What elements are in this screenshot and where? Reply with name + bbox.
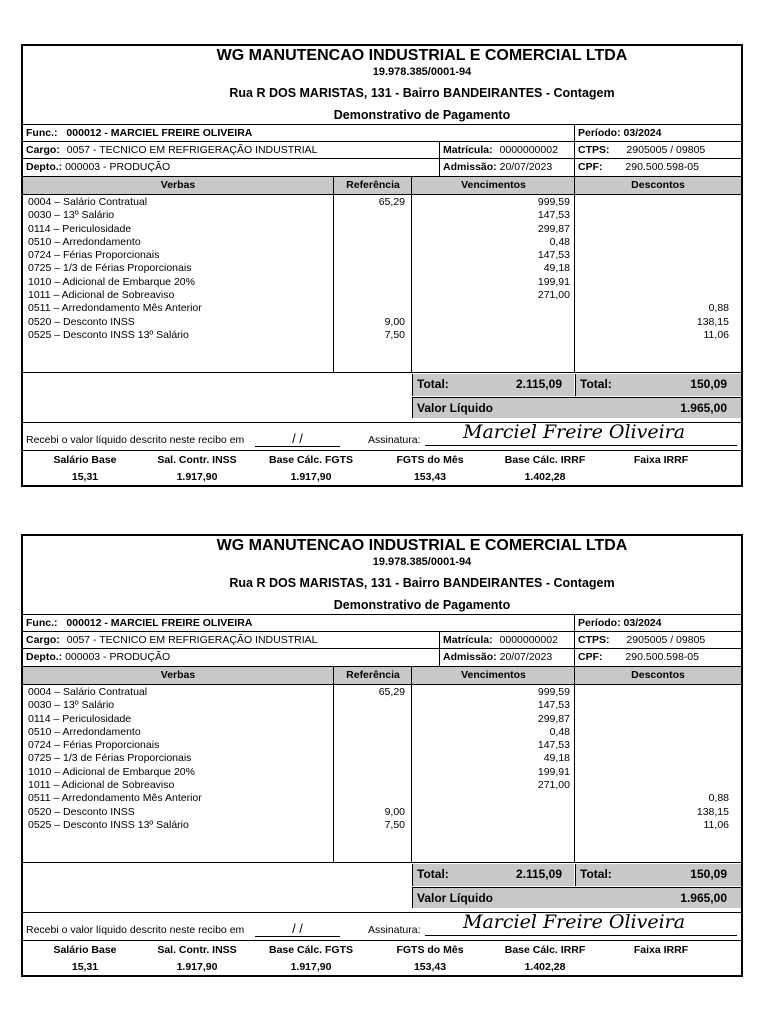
col-verbas: Verbas: [160, 669, 196, 681]
item-venc: 49,18: [543, 262, 570, 275]
employee-row: [23, 614, 741, 632]
items-table: [23, 684, 741, 862]
item-ref: [334, 752, 405, 765]
item-desc: 11,06: [703, 818, 729, 831]
footer-label: Sal. Contr. INSS: [157, 454, 237, 466]
footer-label: Base Cálc. FGTS: [268, 944, 354, 956]
item-venc: [412, 819, 570, 832]
item-desc: [575, 739, 729, 752]
matricula-value: 0000000002: [499, 634, 558, 646]
item-verba: 0004 – Salário Contratual: [28, 686, 148, 698]
item-verba: 0724 – Férias Proporcionais: [28, 739, 160, 752]
cargo-row: [23, 631, 741, 649]
item-ref: 9,00: [384, 805, 405, 818]
company-name: WG MANUTENCAO INDUSTRIAL E COMERCIAL LTDA: [216, 537, 628, 554]
footer-value: 1.402,28: [524, 471, 566, 483]
payslip-2: [21, 534, 743, 977]
item-desc: [575, 236, 729, 249]
item-venc: 147,53: [537, 699, 570, 712]
footer-summary: [23, 450, 741, 488]
item-venc: [412, 316, 570, 329]
footer-label: Salário Base: [53, 454, 117, 466]
item-venc: 299,87: [537, 222, 570, 235]
totals-area: [23, 862, 741, 907]
item-ref: [334, 699, 405, 712]
cargo-label: Cargo:: [26, 144, 60, 156]
item-verba: 0725 – 1/3 de Férias Proporcionais: [28, 752, 192, 765]
item-verba: 0525 – Desconto INSS 13º Salário: [28, 328, 189, 341]
item-ref: [334, 779, 405, 792]
item-venc: 271,00: [537, 289, 570, 302]
func-label: Func.:: [26, 617, 58, 629]
table-header: [23, 176, 741, 195]
signature-line: [425, 445, 737, 446]
item-desc: [575, 276, 729, 289]
item-venc: 0,48: [549, 235, 570, 248]
col-referencia: Referência: [333, 667, 412, 684]
footer-value: 1.917,90: [290, 961, 332, 973]
cpf-value: 290.500.598-05: [625, 161, 699, 173]
company-cnpj: 19.978.385/0001-94: [372, 66, 472, 78]
admissao-label: Admissão:: [443, 651, 497, 663]
item-verba: 0114 – Periculosidade: [28, 222, 132, 235]
item-verba: 1011 – Adicional de Sobreaviso: [28, 289, 175, 302]
item-ref: [334, 713, 405, 726]
cpf-cell: [574, 159, 741, 176]
footer-label: Base Cálc. IRRF: [504, 454, 586, 466]
descontos-column: [574, 194, 741, 372]
item-desc: [575, 196, 729, 209]
func-label: Func.:: [26, 127, 58, 139]
col-referencia: Referência: [333, 177, 412, 194]
receipt-date: / /: [255, 431, 340, 447]
signature: Marciel Freire Oliveira: [463, 911, 686, 933]
item-verba: 1010 – Adicional de Embarque 20%: [28, 275, 195, 288]
item-venc: [412, 302, 570, 315]
signature-label: Assinatura:: [368, 434, 421, 446]
verbas-column: [28, 684, 328, 862]
item-venc: 999,59: [537, 686, 570, 698]
matricula-label: Matrícula:: [443, 634, 493, 646]
admissao-value: 20/07/2023: [499, 651, 553, 663]
item-desc: 11,06: [703, 328, 729, 341]
cpf-label: CPF:: [578, 651, 603, 663]
valor-liquido: [412, 887, 741, 908]
item-ref: [334, 726, 405, 739]
cargo-value: 0057 - TECNICO EM REFRIGERAÇÃO INDUSTRIAL: [66, 144, 318, 156]
employee-row: [23, 124, 741, 142]
item-venc: 199,91: [537, 765, 570, 778]
footer-label: FGTS do Mês: [396, 944, 464, 956]
liquido-value: 1.965,00: [680, 891, 727, 905]
item-venc: [412, 806, 570, 819]
periodo-value: 03/2024: [623, 127, 662, 139]
item-venc: 0,48: [549, 725, 570, 738]
item-desc: [575, 713, 729, 726]
cargo-row: [23, 141, 741, 159]
admissao-cell: [439, 159, 577, 176]
item-desc: [575, 726, 729, 739]
total-label: Total:: [417, 867, 449, 881]
item-desc: [575, 779, 729, 792]
signature-label: Assinatura:: [368, 924, 421, 936]
item-desc: 0,88: [708, 302, 729, 315]
referencia-column: [333, 194, 411, 372]
item-ref: [334, 236, 405, 249]
footer-value: 15,31: [71, 471, 99, 483]
depto-value: 000003 - PRODUÇÃO: [65, 651, 171, 663]
item-ref: [334, 302, 405, 315]
item-ref: [334, 766, 405, 779]
footer-label: Sal. Contr. INSS: [157, 944, 237, 956]
item-venc: [412, 792, 570, 805]
item-venc: 147,53: [537, 739, 570, 752]
depto-cell: [23, 159, 441, 176]
item-ref: [334, 262, 405, 275]
matricula-cell: [439, 632, 577, 649]
footer-label: Faixa IRRF: [633, 944, 689, 956]
total-desc-value: 150,09: [690, 867, 727, 881]
verbas-column: [28, 194, 328, 372]
matricula-value: 0000000002: [499, 144, 558, 156]
item-venc: 49,18: [543, 752, 570, 765]
item-verba: 0520 – Desconto INSS: [28, 315, 135, 328]
document-title: Demonstrativo de Pagamento: [333, 108, 511, 122]
item-verba: 1011 – Adicional de Sobreaviso: [28, 779, 175, 792]
total-label: Total:: [417, 377, 449, 391]
ctps-label: CTPS:: [578, 634, 610, 646]
admissao-cell: [439, 649, 577, 666]
item-verba: 0520 – Desconto INSS: [28, 805, 135, 818]
cargo-cell: [23, 632, 441, 649]
func-value: 000012 - MARCIEL FREIRE OLIVEIRA: [66, 617, 253, 629]
item-verba: 0004 – Salário Contratual: [28, 196, 148, 208]
descontos-column: [574, 684, 741, 862]
col-vencimentos: Vencimentos: [411, 177, 575, 194]
cargo-cell: [23, 142, 441, 159]
ctps-cell: [574, 142, 741, 159]
matricula-cell: [439, 142, 577, 159]
ctps-cell: [574, 632, 741, 649]
item-venc: 199,91: [537, 275, 570, 288]
depto-value: 000003 - PRODUÇÃO: [65, 161, 171, 173]
footer-value: 15,31: [71, 961, 99, 973]
item-desc: [575, 209, 729, 222]
item-verba: 0030 – 13º Salário: [28, 699, 115, 712]
item-ref: [334, 276, 405, 289]
item-ref: [334, 289, 405, 302]
item-ref: [334, 209, 405, 222]
footer-label: Faixa IRRF: [633, 454, 689, 466]
item-ref: 7,50: [384, 818, 405, 831]
item-verba: 0114 – Periculosidade: [28, 712, 132, 725]
receipt-line: [23, 912, 741, 939]
item-desc: 138,15: [696, 315, 729, 328]
signature: Marciel Freire Oliveira: [463, 421, 686, 443]
item-venc: 271,00: [537, 779, 570, 792]
col-descontos: Descontos: [574, 667, 741, 684]
item-verba: 0511 – Arredondamento Mês Anterior: [28, 302, 202, 315]
item-desc: [575, 766, 729, 779]
periodo-cell: [574, 615, 741, 632]
func-cell: [23, 615, 576, 632]
total-venc-value: 2.115,09: [515, 377, 562, 391]
table-header: [23, 666, 741, 685]
item-verba: 1010 – Adicional de Embarque 20%: [28, 765, 195, 778]
item-desc: [575, 249, 729, 262]
item-verba: 0511 – Arredondamento Mês Anterior: [28, 792, 202, 805]
company-cnpj: 19.978.385/0001-94: [372, 556, 472, 568]
depto-row: [23, 648, 741, 666]
footer-value: 153,43: [413, 471, 447, 483]
item-desc: [575, 223, 729, 236]
cargo-label: Cargo:: [26, 634, 60, 646]
periodo-label: Período:: [578, 617, 621, 629]
item-desc: 0,88: [708, 792, 729, 805]
cpf-cell: [574, 649, 741, 666]
item-verba: 0030 – 13º Salário: [28, 209, 115, 222]
cpf-label: CPF:: [578, 161, 603, 173]
footer-label: FGTS do Mês: [396, 454, 464, 466]
item-ref: [334, 792, 405, 805]
total-desc-value: 150,09: [690, 377, 727, 391]
func-cell: [23, 125, 576, 142]
footer-label: Base Cálc. IRRF: [504, 944, 586, 956]
vencimentos-column: [411, 194, 574, 372]
col-verbas: Verbas: [160, 179, 196, 191]
item-ref: 7,50: [384, 328, 405, 341]
item-ref: 9,00: [384, 315, 405, 328]
footer-value: 1.917,90: [176, 961, 218, 973]
payslip-1: [21, 44, 743, 487]
footer-label: Base Cálc. FGTS: [268, 454, 354, 466]
ctps-label: CTPS:: [578, 144, 610, 156]
item-ref: 65,29: [378, 686, 405, 698]
footer-label: Salário Base: [53, 944, 117, 956]
company-address: Rua R DOS MARISTAS, 131 - Bairro BANDEIRANTES - Contagem: [229, 86, 615, 100]
footer-value: 1.402,28: [524, 961, 566, 973]
receipt-text: Recebi o valor líquido descrito neste recibo em: [26, 924, 245, 936]
item-venc: 999,59: [537, 196, 570, 208]
depto-row: [23, 158, 741, 176]
ctps-value: 2905005 / 09805: [626, 634, 706, 646]
item-ref: 65,29: [378, 196, 405, 208]
item-desc: 138,15: [696, 805, 729, 818]
liquido-label: Valor Líquido: [417, 401, 494, 415]
periodo-cell: [574, 125, 741, 142]
items-table: [23, 194, 741, 372]
item-verba: 0510 – Arredondamento: [28, 235, 141, 248]
periodo-label: Período:: [578, 127, 621, 139]
total-vencimentos: [412, 864, 574, 886]
receipt-date: / /: [255, 921, 340, 937]
footer-value: 1.917,90: [176, 471, 218, 483]
depto-cell: [23, 649, 441, 666]
signature-line: [425, 935, 737, 936]
col-vencimentos: Vencimentos: [411, 667, 575, 684]
item-verba: 0510 – Arredondamento: [28, 725, 141, 738]
item-desc: [575, 752, 729, 765]
col-descontos: Descontos: [574, 177, 741, 194]
periodo-value: 03/2024: [623, 617, 662, 629]
item-ref: [334, 249, 405, 262]
item-verba: 0724 – Férias Proporcionais: [28, 249, 160, 262]
liquido-value: 1.965,00: [680, 401, 727, 415]
liquido-label: Valor Líquido: [417, 891, 494, 905]
cpf-value: 290.500.598-05: [625, 651, 699, 663]
item-desc: [575, 699, 729, 712]
total-venc-value: 2.115,09: [515, 867, 562, 881]
footer-value: 1.917,90: [290, 471, 332, 483]
total-desc-label: Total:: [580, 867, 612, 881]
total-descontos: [575, 864, 741, 886]
item-desc: [575, 289, 729, 302]
receipt-text: Recebi o valor líquido descrito neste recibo em: [26, 434, 245, 446]
footer-summary: [23, 940, 741, 978]
admissao-value: 20/07/2023: [499, 161, 553, 173]
item-venc: 299,87: [537, 712, 570, 725]
item-venc: [412, 329, 570, 342]
cargo-value: 0057 - TECNICO EM REFRIGERAÇÃO INDUSTRIAL: [66, 634, 318, 646]
item-desc: [575, 686, 729, 699]
matricula-label: Matrícula:: [443, 144, 493, 156]
depto-label: Depto.:: [26, 651, 63, 663]
total-vencimentos: [412, 374, 574, 396]
item-ref: [334, 223, 405, 236]
admissao-label: Admissão:: [443, 161, 497, 173]
item-venc: 147,53: [537, 209, 570, 222]
item-ref: [334, 739, 405, 752]
item-desc: [575, 262, 729, 275]
item-verba: 0525 – Desconto INSS 13º Salário: [28, 818, 189, 831]
item-venc: 147,53: [537, 249, 570, 262]
item-verba: 0725 – 1/3 de Férias Proporcionais: [28, 262, 192, 275]
totals-area: [23, 372, 741, 417]
vencimentos-column: [411, 684, 574, 862]
func-value: 000012 - MARCIEL FREIRE OLIVEIRA: [66, 127, 253, 139]
company-address: Rua R DOS MARISTAS, 131 - Bairro BANDEIRANTES - Contagem: [229, 576, 615, 590]
document-title: Demonstrativo de Pagamento: [333, 598, 511, 612]
total-descontos: [575, 374, 741, 396]
total-desc-label: Total:: [580, 377, 612, 391]
referencia-column: [333, 684, 411, 862]
valor-liquido: [412, 397, 741, 418]
depto-label: Depto.:: [26, 161, 63, 173]
footer-value: 153,43: [413, 961, 447, 973]
receipt-line: [23, 422, 741, 449]
company-name: WG MANUTENCAO INDUSTRIAL E COMERCIAL LTDA: [216, 47, 628, 64]
ctps-value: 2905005 / 09805: [626, 144, 706, 156]
